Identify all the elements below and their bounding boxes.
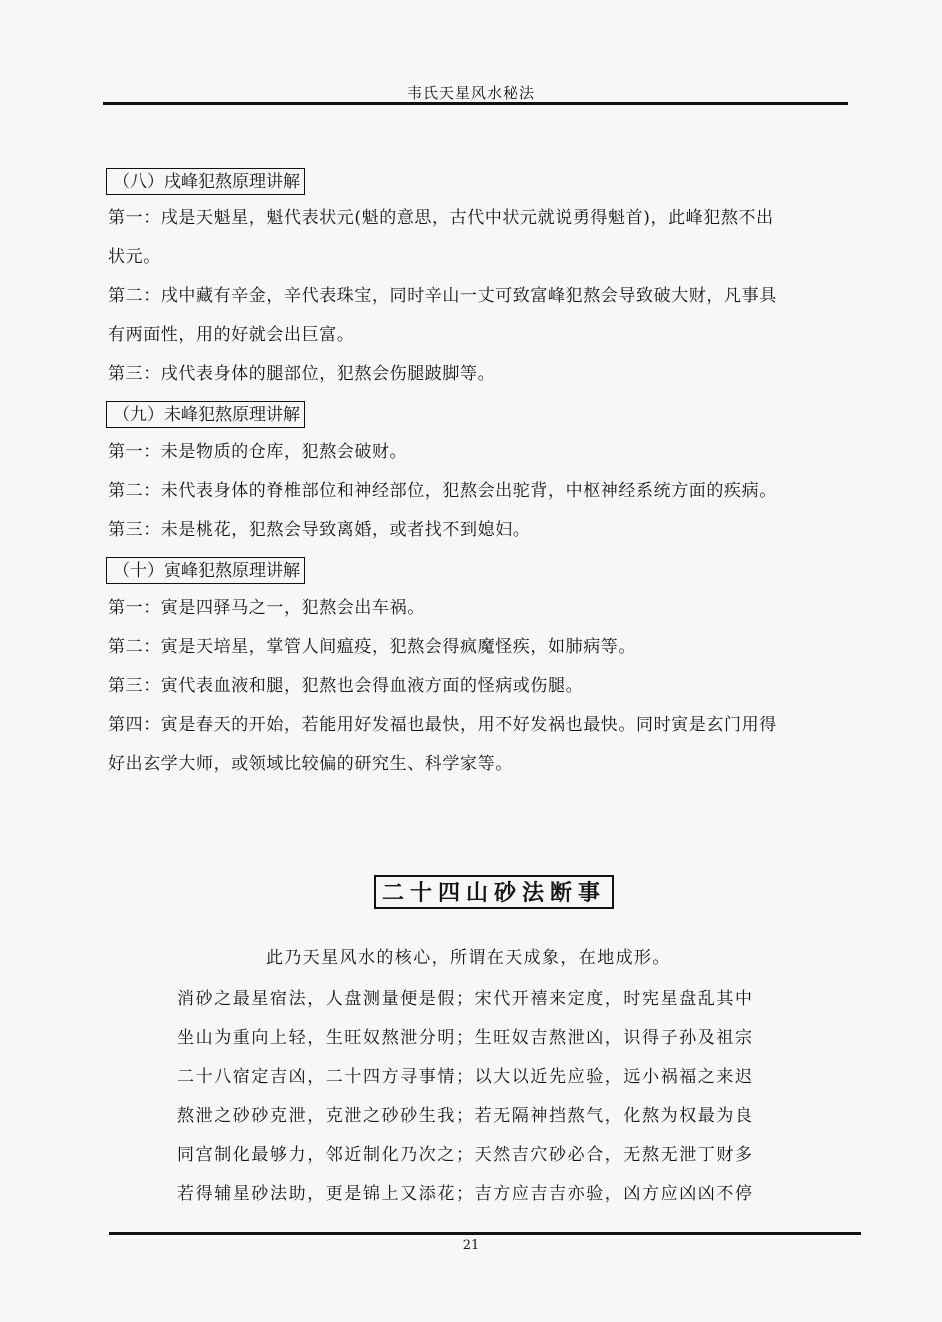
- verse-line: 消砂之最星宿法，人盘测量便是假；宋代开禧来定度，时宪星盘乱其中: [177, 989, 754, 1009]
- paragraph-line: 第一：寅是四驿马之一，犯熬会出车祸。: [108, 598, 425, 618]
- paragraph-line: 状元。: [108, 247, 161, 267]
- section-heading-9: （九）未峰犯熬原理讲解: [106, 401, 305, 428]
- chapter-title: 二十四山砂法断事: [374, 875, 614, 909]
- paragraph-line: 第四：寅是春天的开始，若能用好发福也最快，用不好发祸也最快。同时寅是玄门用得: [108, 715, 777, 735]
- verse-line: 同宫制化最够力，邻近制化乃次之；天然吉穴砂必合，无熬无泄丁财多: [177, 1145, 754, 1165]
- section-heading-8: （八）戌峰犯熬原理讲解: [106, 168, 305, 195]
- verse-line: 坐山为重向上轻，生旺奴熬泄分明；生旺奴吉熬泄凶，识得子孙及祖宗: [177, 1028, 754, 1048]
- paragraph-line: 第二：戌中藏有辛金，辛代表珠宝，同时辛山一丈可致富峰犯熬会导致破大财，凡事具: [108, 286, 777, 306]
- chapter-intro: 此乃天星风水的核心，所谓在天成象，在地成形。: [266, 948, 671, 968]
- verse-line: 若得辅星砂法助，更是锦上又添花；吉方应吉吉亦验，凶方应凶凶不停: [177, 1184, 754, 1204]
- paragraph-line: 第一：未是物质的仓库，犯熬会破财。: [108, 442, 408, 462]
- paragraph-line: 第一：戌是天魁星，魁代表状元(魁的意思，古代中状元就说勇得魁首)，此峰犯熬不出: [108, 208, 774, 228]
- page-number: 21: [462, 1238, 480, 1253]
- paragraph-line: 第二：未代表身体的脊椎部位和神经部位，犯熬会出驼背，中枢神经系统方面的疾病。: [108, 481, 777, 501]
- paragraph-line: 第二：寅是天培星，掌管人间瘟疫，犯熬会得疯魔怪疾，如肺病等。: [108, 637, 636, 657]
- paragraph-line: 第三：寅代表血液和腿，犯熬也会得血液方面的怪病或伤腿。: [108, 676, 584, 696]
- footer-rule: [109, 1232, 861, 1235]
- paragraph-line: 第三：戌代表身体的腿部位，犯熬会伤腿跛脚等。: [108, 364, 496, 384]
- header-rule: [103, 102, 848, 105]
- section-heading-10: （十）寅峰犯熬原理讲解: [106, 557, 305, 584]
- verse-line: 熬泄之砂砂克泄，克泄之砂砂生我；若无隔神挡熬气，化熬为权最为良: [177, 1106, 754, 1126]
- paragraph-line: 好出玄学大师，或领域比较偏的研究生、科学家等。: [108, 754, 513, 774]
- paragraph-line: 第三：未是桃花，犯熬会导致离婚，或者找不到媳妇。: [108, 520, 531, 540]
- verse-line: 二十八宿定吉凶，二十四方寻事情；以大以近先应验，远小祸福之来迟: [177, 1067, 754, 1087]
- paragraph-line: 有两面性，用的好就会出巨富。: [108, 325, 355, 345]
- running-header: 韦氏天星风水秘法: [406, 84, 535, 102]
